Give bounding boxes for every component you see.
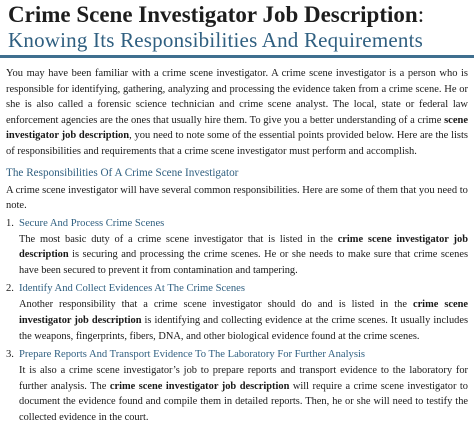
intro-text-1: You may have been familiar with a crime scene investigator. A crime scene investigator is a person who is responsible for identifying, gathering, analyzing and processing the evidence taken from a crime scene. He or she is also called a forensic science technician and crime scene analyst. The local, state or federal law enforcement agencies are the ones that usually hire them. To give you a better understanding of a crime (6, 68, 468, 126)
item-text-post: is securing and processing the crime scenes. He or she needs to make sure that crime scenes have been secured to prevent it from contamination and tampering. (19, 249, 468, 276)
item-text-bold: crime scene investigator job description (19, 233, 468, 261)
intro-paragraph (6, 66, 468, 160)
item-text-post: is identifying and collecting evidence at the crime scenes. It usually includes the weapons, fingerprints, fibers, DNA, and other biological evidence found at the crime scenes. (19, 314, 468, 342)
intro-text-2: , you need to note some of the essential points provided below. Here are the lists of responsibilities and requirements that a crime scene investigator must perform and accomplish. (6, 130, 468, 157)
list-item-heading (6, 347, 468, 362)
list-item-body (19, 297, 468, 344)
list-item-heading (6, 216, 468, 231)
page-title-bold: Crime Scene Investigator Job Description (8, 2, 418, 27)
item-text-pre: Another responsibility that a crime scene investigator should do and is listed in the (19, 299, 413, 311)
title-divider (0, 55, 474, 58)
section-heading: The Responsibilities Of A Crime Scene Investigator (6, 166, 239, 179)
list-item-title: Secure And Process Crime Scenes (18, 217, 165, 229)
title-block (6, 0, 468, 52)
page-title (8, 2, 468, 28)
list-item-title: Identify And Collect Evidences At The Crime Scenes (18, 283, 246, 295)
list-item-body (19, 363, 468, 425)
list-item-number: 3. (6, 349, 14, 361)
title-colon: : (417, 2, 425, 27)
item-text-pre: The most basic duty of a crime scene investigator that is listed in the (19, 233, 338, 245)
list-item-title: Prepare Reports And Transport Evidence To The Laboratory For Further Analysis (18, 349, 366, 361)
list-item-number: 1. (6, 217, 14, 229)
item-text-bold: crime scene investigator job description (109, 380, 290, 392)
list-item-heading (6, 281, 468, 296)
item-text-post: will require a crime scene investigator to document the evidence found and compile them in detailed reports. Then, he or she will need to testify the collected evidence in the court. (19, 380, 469, 423)
item-text-bold: crime scene investigator job description (19, 299, 468, 326)
list-item-body (19, 232, 468, 279)
page-subtitle: Knowing Its Responsibilities And Requirements (8, 28, 423, 52)
list-item (6, 347, 468, 425)
intro-bold: scene investigator job description (6, 114, 468, 142)
list-item-number: 2. (6, 283, 14, 295)
section-intro: A crime scene investigator will have several common responsibilities. Here are some of them that you need to note. (6, 184, 468, 211)
item-text-pre: It is also a crime scene investigator’s job to prepare reports and transport evidence to the laboratory for further analysis. The (19, 365, 468, 392)
list-item (6, 216, 468, 279)
list-item (6, 281, 468, 344)
